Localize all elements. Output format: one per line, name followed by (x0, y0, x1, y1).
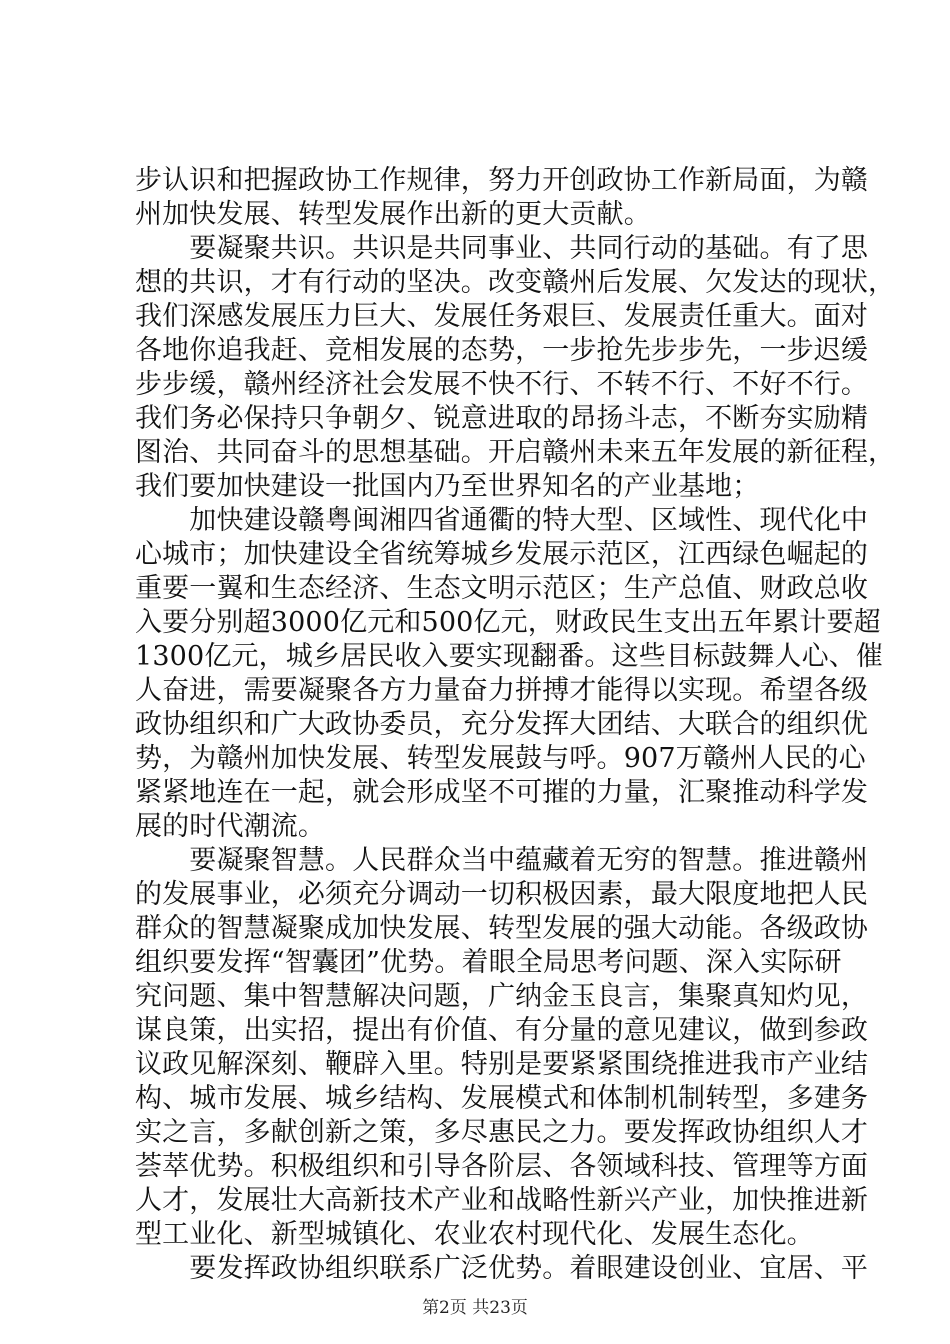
text-line: 的发展事业，必须充分调动一切积极因素，最大限度地把人民 (135, 879, 869, 910)
text-line: 要发挥政协组织联系广泛优势。着眼建设创业、宜居、平 (135, 1253, 869, 1284)
text-line: 势，为赣州加快发展、转型发展鼓与呼。907万赣州人民的心 (135, 743, 866, 774)
text-line: 步步缓，赣州经济社会发展不快不行、不转不行、不好不行。 (135, 369, 869, 400)
text-line: 群众的智慧凝聚成加快发展、转型发展的强大动能。各级政协 (135, 913, 869, 944)
text-line: 我们务必保持只争朝夕、锐意进取的昂扬斗志，不断夯实励精 (135, 403, 869, 434)
text-line: 要凝聚智慧。人民群众当中蕴藏着无穷的智慧。推进赣州 (135, 845, 869, 876)
text-line: 1300亿元，城乡居民收入要实现翻番。这些目标鼓舞人心、催 (135, 641, 884, 672)
text-line: 谋良策，出实招，提出有价值、有分量的意见建议，做到参政 (135, 1015, 869, 1046)
text-line: 加快建设赣粤闽湘四省通衢的特大型、区域性、现代化中 (135, 505, 869, 536)
text-line: 心城市；加快建设全省统筹城乡发展示范区，江西绿色崛起的 (135, 539, 869, 570)
text-line: 人奋进，需要凝聚各方力量奋力拼搏才能得以实现。希望各级 (135, 675, 869, 706)
text-line: 州加快发展、转型发展作出新的更大贡献。 (135, 199, 651, 230)
text-line: 荟萃优势。积极组织和引导各阶层、各领域科技、管理等方面 (135, 1151, 869, 1182)
text-line: 图治、共同奋斗的思想基础。开启赣州未来五年发展的新征程， (135, 437, 896, 468)
text-line: 各地你追我赶、竞相发展的态势，一步抢先步步先，一步迟缓 (135, 335, 869, 366)
text-line: 构、城市发展、城乡结构、发展模式和体制机制转型，多建务 (135, 1083, 869, 1114)
text-line: 究问题、集中智慧解决问题，广纳金玉良言，集聚真知灼见， (135, 981, 869, 1012)
text-line: 政协组织和广大政协委员，充分发挥大团结、大联合的组织优 (135, 709, 869, 740)
text-line: 议政见解深刻、鞭辟入里。特别是要紧紧围绕推进我市产业结 (135, 1049, 869, 1080)
text-line: 实之言，多献创新之策，多尽惠民之力。要发挥政协组织人才 (135, 1117, 869, 1148)
text-line: 入要分别超3000亿元和500亿元，财政民生支出五年累计要超 (135, 607, 881, 638)
text-line: 展的时代潮流。 (135, 811, 326, 842)
text-line: 我们要加快建设一批国内乃至世界知名的产业基地； (135, 471, 760, 502)
text-line: 要凝聚共识。共识是共同事业、共同行动的基础。有了思 (135, 233, 869, 264)
text-line: 人才，发展壮大高新技术产业和战略性新兴产业，加快推进新 (135, 1185, 869, 1216)
text-line: 组织要发挥“智囊团”优势。着眼全局思考问题、深入实际研 (135, 947, 842, 978)
page-footer: 第2页 共23页 (422, 1298, 528, 1318)
text-line: 重要一翼和生态经济、生态文明示范区；生产总值、财政总收 (135, 573, 869, 604)
text-line: 型工业化、新型城镇化、农业农村现代化、发展生态化。 (135, 1219, 814, 1250)
text-line: 紧紧地连在一起，就会形成坚不可摧的力量，汇聚推动科学发 (135, 777, 869, 808)
text-line: 想的共识，才有行动的坚决。改变赣州后发展、欠发达的现状， (135, 267, 896, 298)
text-line: 我们深感发展压力巨大、发展任务艰巨、发展责任重大。面对 (135, 301, 869, 332)
text-line: 步认识和把握政协工作规律，努力开创政协工作新局面，为赣 (135, 165, 869, 196)
